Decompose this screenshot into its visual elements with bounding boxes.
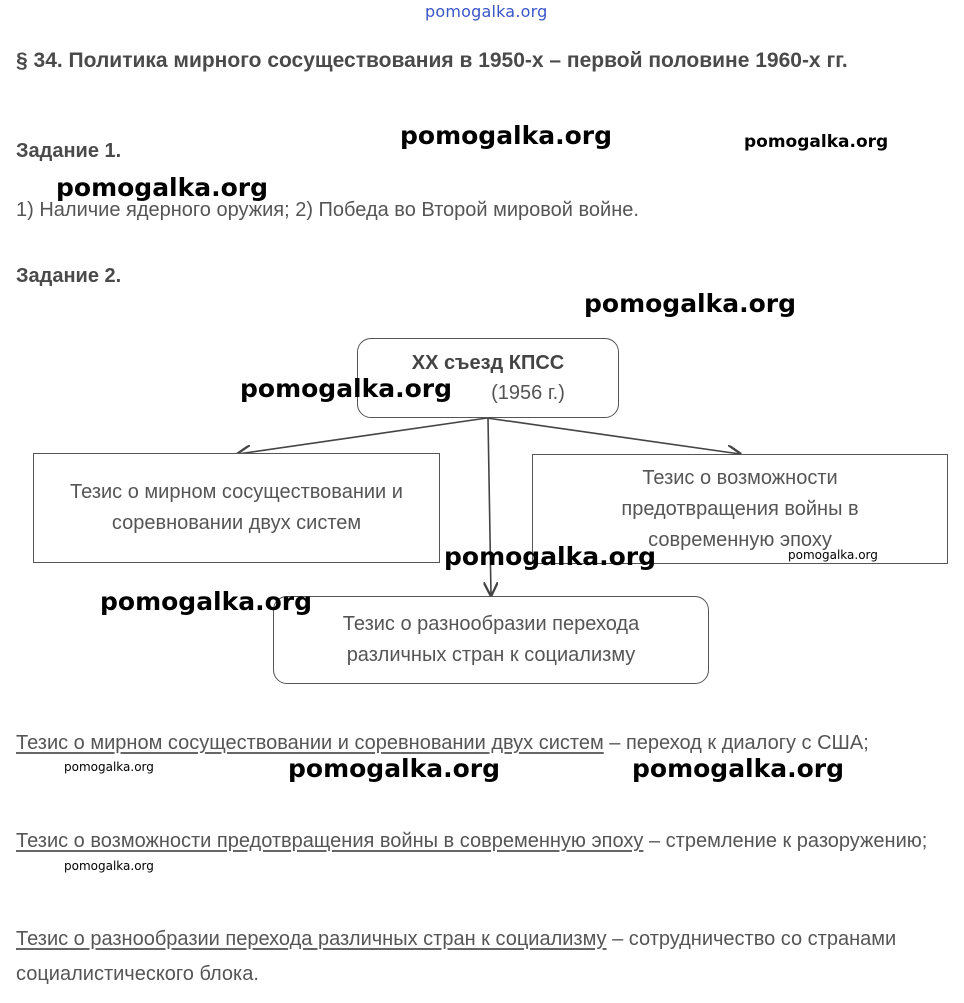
answer-2-thesis: Тезис о возможности предотвращения войны в современную эпоху [16, 830, 644, 852]
top-watermark: pomogalka.org [425, 2, 548, 21]
arrow-to-right [487, 418, 740, 454]
watermark: pomogalka.org [64, 859, 154, 873]
watermark: pomogalka.org [64, 760, 154, 774]
page-title: § 34. Политика мирного сосуществования в 1950-х – первой половине 1960-х гг. [16, 49, 848, 72]
watermark: pomogalka.org [744, 132, 889, 152]
diagram-bottom-box [273, 596, 709, 684]
watermark: pomogalka.org [444, 542, 657, 571]
answer-1-rest: – переход к диалогу с США; [603, 732, 869, 754]
answer-2-rest: – стремление к разоружению; [643, 830, 928, 852]
watermark: pomogalka.org [288, 754, 501, 783]
answer-3-rest: – сотрудничество со странами социалистического блока. [16, 928, 897, 985]
watermark: pomogalka.org [56, 173, 269, 202]
arrow-to-left [238, 418, 487, 454]
right-box-text: Тезис о возможности предотвращения войны в современную эпоху [621, 466, 859, 551]
left-box-text: Тезис о мирном сосуществовании и соревновании двух систем [70, 481, 403, 534]
task2-heading: Задание 2. [16, 265, 122, 287]
answer-paragraph-3 [16, 922, 936, 992]
watermark: pomogalka.org [584, 289, 797, 318]
watermark: pomogalka.org [788, 548, 878, 562]
answer-3-thesis: Тезис о разнообразии перехода различных стран к социализму [16, 928, 607, 950]
answer-1-thesis: Тезис о мирном сосуществовании и соревновании двух систем [16, 732, 604, 754]
center-year: (1956 г.) [491, 382, 565, 404]
bottom-box-text: Тезис о разнообразии перехода различных стран к социализму [342, 613, 640, 666]
task1-heading: Задание 1. [16, 140, 122, 162]
watermark: pomogalka.org [400, 121, 613, 150]
watermark: pomogalka.org [240, 374, 453, 403]
watermark: pomogalka.org [100, 587, 313, 616]
task1-answer: 1) Наличие ядерного оружия; 2) Победа во Второй мировой войне. [16, 199, 639, 221]
answer-paragraph-2 [16, 824, 936, 859]
center-title: XX съезд КПСС [411, 352, 565, 374]
watermark: pomogalka.org [632, 754, 845, 783]
diagram-left-box [33, 453, 440, 563]
